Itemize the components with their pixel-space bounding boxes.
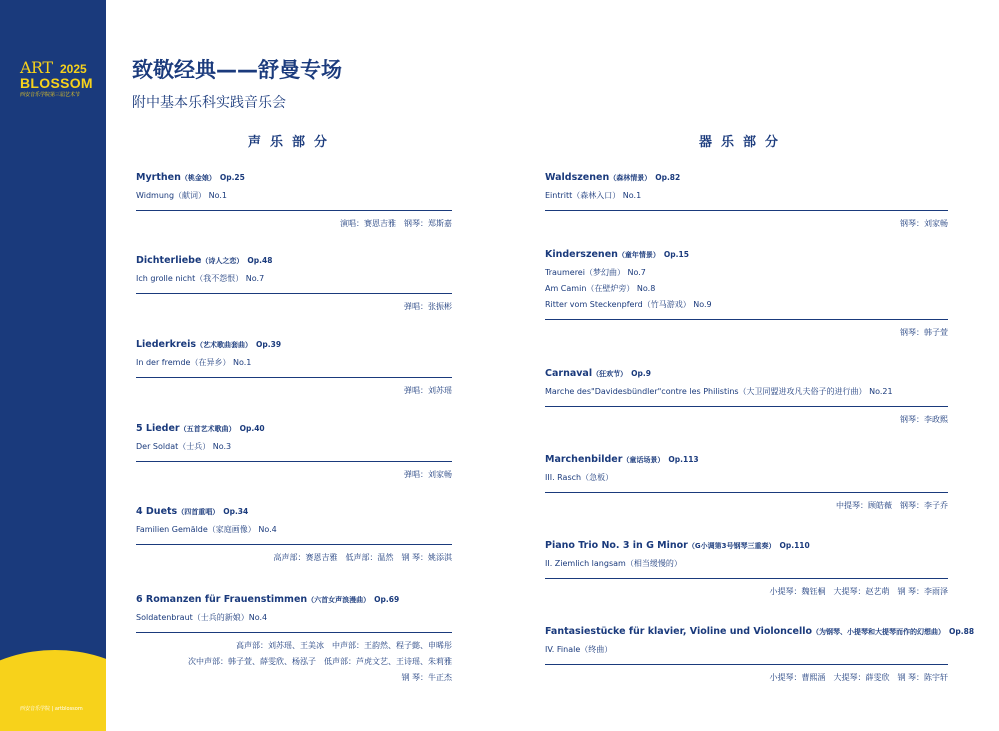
- performer-line: 小提琴：魏钰桐 大提琴：赵艺萌 钢 琴：李雨泽: [769, 587, 948, 596]
- piece-opus: Op.25: [219, 173, 245, 182]
- performers: [836, 498, 948, 514]
- performers: [900, 216, 948, 232]
- piece-opus: Op.110: [779, 541, 810, 550]
- divider-rule: [545, 210, 948, 211]
- performers: [404, 299, 452, 315]
- piece-title-cn: （四首重唱）: [177, 508, 220, 516]
- piece-title-cn: （森林情景）: [609, 174, 652, 182]
- piece-title-line: [136, 506, 277, 517]
- instrumental-piece: [545, 626, 974, 658]
- divider-rule: [136, 632, 452, 633]
- sidebar-band: [0, 0, 106, 731]
- performer-line: 钢琴：李政熙: [900, 415, 948, 424]
- piece-title: Liederkreis: [136, 339, 197, 350]
- piece-title-line: [136, 423, 265, 434]
- piece-title-line: [136, 339, 281, 350]
- piece-movements: [545, 642, 974, 658]
- performers: [273, 550, 452, 566]
- instrumental-section-heading: 器乐部分: [699, 135, 788, 150]
- performers: [404, 383, 452, 399]
- piece-title-cn: （童年情景）: [617, 251, 660, 259]
- piece-title: Carnaval: [545, 368, 593, 379]
- piece-title-cn: （艺术歌曲套曲）: [196, 341, 253, 349]
- piece-movements: [136, 610, 399, 626]
- piece-movements: [545, 265, 712, 313]
- performer-line: 次中声部：韩子萱、薛雯欣、杨泓子 低声部：芦虎文艺、王诗瑶、朱莉雅: [188, 657, 452, 666]
- piece-title-cn: （桃金娘）: [180, 174, 216, 182]
- piece-title-line: [545, 172, 680, 183]
- movement-line: Traumerei（梦幻曲） No.7: [545, 268, 646, 277]
- divider-rule: [136, 461, 452, 462]
- piece-title: Kinderszenen: [545, 249, 618, 260]
- logo-tagline: 西安音乐学院第三届艺术节: [20, 92, 81, 98]
- performer-line: 小提琴：曹熙涵 大提琴：薛雯欣 钢 琴：陈宇轩: [769, 673, 948, 682]
- piece-title-cn: （为钢琴、小提琴和大提琴而作的幻想曲）: [812, 628, 946, 636]
- movement-line: Soldatenbraut（士兵的新娘）No.4: [136, 613, 268, 622]
- piece-title: Piano Trio No. 3 in G Minor: [545, 540, 688, 551]
- movement-line: III. Rasch（急板）: [545, 473, 614, 482]
- performer-line: 钢琴：韩子萱: [900, 328, 948, 337]
- movement-line: In der fremde（在异乡） No.1: [136, 358, 252, 367]
- vocal-piece: [136, 506, 277, 538]
- piece-title: Fantasiestücke für klavier, Violine und Violoncello: [545, 626, 813, 637]
- performer-line: 高声部：刘苏瑶、王美冰 中声部：王韵然、程子懿、申晞彤: [236, 641, 452, 650]
- piece-title: 5 Lieder: [136, 423, 180, 434]
- piece-opus: Op.48: [247, 256, 273, 265]
- movement-line: IV. Finale（终曲）: [545, 645, 613, 654]
- piece-title: Waldszenen: [545, 172, 610, 183]
- performers: [900, 325, 948, 341]
- piece-title-line: [136, 172, 245, 183]
- movement-line: Ich grolle nicht（我不怨恨） No.7: [136, 274, 265, 283]
- piece-opus: Op.34: [223, 507, 249, 516]
- piece-opus: Op.40: [239, 424, 265, 433]
- page-subtitle: 附中基本乐科实践音乐会: [132, 95, 286, 111]
- piece-opus: Op.15: [663, 250, 689, 259]
- piece-title: Dichterliebe: [136, 255, 202, 266]
- vocal-piece: [136, 255, 272, 287]
- piece-movements: [136, 188, 245, 204]
- piece-movements: [545, 556, 810, 572]
- divider-rule: [545, 492, 948, 493]
- piece-title-cn: （六首女声浪漫曲）: [307, 596, 371, 604]
- performers: [769, 584, 948, 600]
- piece-opus: Op.69: [374, 595, 400, 604]
- piece-title: 6 Romanzen für Frauenstimmen: [136, 594, 308, 605]
- piece-movements: [136, 271, 272, 287]
- movement-line: II. Ziemlich langsam（相当缓慢的）: [545, 559, 682, 568]
- performer-line: 弹唱：张振彬: [404, 302, 452, 311]
- performer-line: 演唱：赛恩吉雅 钢琴：郑斯嘉: [340, 219, 452, 228]
- piece-title-cn: （狂欢节）: [592, 370, 628, 378]
- vocal-piece: [136, 339, 281, 371]
- movement-line: Am Camin（在壁炉旁） No.8: [545, 284, 656, 293]
- piece-movements: [545, 188, 680, 204]
- vocal-piece: [136, 172, 245, 204]
- divider-rule: [136, 210, 452, 211]
- vocal-piece: [136, 594, 399, 626]
- page-title: 致敬经典——舒曼专场: [132, 58, 342, 82]
- logo-blossom: BLOSSOM: [20, 75, 93, 91]
- divider-rule: [136, 544, 452, 545]
- performers: [188, 638, 452, 686]
- vocal-section-heading: 声乐部分: [248, 135, 337, 150]
- piece-title-line: [136, 255, 272, 266]
- instrumental-piece: [545, 368, 893, 400]
- performer-line: 中提琴：顾皓薇 钢琴：李子乔: [836, 501, 948, 510]
- art-blossom-logo: [20, 58, 92, 100]
- logo-art: ART: [20, 58, 53, 77]
- piece-title-line: [545, 540, 810, 551]
- piece-title-cn: （童话场景）: [622, 456, 665, 464]
- instrumental-piece: [545, 249, 712, 313]
- instrumental-piece: [545, 540, 810, 572]
- piece-movements: [545, 384, 893, 400]
- performer-line: 弹唱：刘苏瑶: [404, 386, 452, 395]
- performer-line: 钢 琴：牛正杰: [401, 673, 452, 682]
- piece-opus: Op.88: [949, 627, 975, 636]
- piece-title-line: [545, 454, 699, 465]
- piece-title: Marchenbilder: [545, 454, 623, 465]
- divider-rule: [136, 377, 452, 378]
- movement-line: Der Soldat（士兵） No.3: [136, 442, 232, 451]
- divider-rule: [136, 293, 452, 294]
- bottom-logo: 西安音乐学院 | artblossom: [20, 706, 83, 712]
- piece-title-line: [545, 249, 712, 260]
- piece-title-cn: （G小调第3号钢琴三重奏）: [687, 542, 776, 550]
- movement-line: Eintritt（森林入口） No.1: [545, 191, 642, 200]
- divider-rule: [545, 578, 948, 579]
- performers: [340, 216, 452, 232]
- logo-year: 2025: [60, 62, 87, 76]
- piece-movements: [136, 439, 265, 455]
- piece-opus: Op.39: [256, 340, 282, 349]
- piece-opus: Op.82: [655, 173, 681, 182]
- performer-line: 弹唱：刘家畅: [404, 470, 452, 479]
- piece-title-line: [136, 594, 399, 605]
- performer-line: 高声部：赛恩吉雅 低声部：温然 钢 琴：姚添淇: [273, 553, 452, 562]
- movement-line: Familien Gemälde（家庭画像） No.4: [136, 525, 277, 534]
- instrumental-piece: [545, 454, 699, 486]
- movement-line: Widmung（献词） No.1: [136, 191, 227, 200]
- movement-line: Ritter vom Steckenpferd（竹马游戏） No.9: [545, 300, 712, 309]
- divider-rule: [545, 406, 948, 407]
- performer-line: 钢琴：刘家畅: [900, 219, 948, 228]
- piece-opus: Op.113: [668, 455, 699, 464]
- performers: [900, 412, 948, 428]
- piece-movements: [545, 470, 699, 486]
- piece-movements: [136, 522, 277, 538]
- piece-title-line: [545, 626, 974, 637]
- divider-rule: [545, 319, 948, 320]
- piece-title: 4 Duets: [136, 506, 178, 517]
- instrumental-piece: [545, 172, 680, 204]
- performers: [404, 467, 452, 483]
- piece-title-cn: （诗人之恋）: [201, 257, 244, 265]
- movement-line: Marche des"Davidesbündler"contre les Philistins（大卫同盟进攻凡夫俗子的进行曲） No.21: [545, 387, 893, 396]
- yellow-semicircle: [0, 650, 106, 731]
- piece-title-line: [545, 368, 893, 379]
- performers: [769, 670, 948, 686]
- piece-movements: [136, 355, 281, 371]
- piece-opus: Op.9: [631, 369, 651, 378]
- piece-title-cn: （五首艺术歌曲）: [179, 425, 236, 433]
- divider-rule: [545, 664, 948, 665]
- piece-title: Myrthen: [136, 172, 181, 183]
- vocal-piece: [136, 423, 265, 455]
